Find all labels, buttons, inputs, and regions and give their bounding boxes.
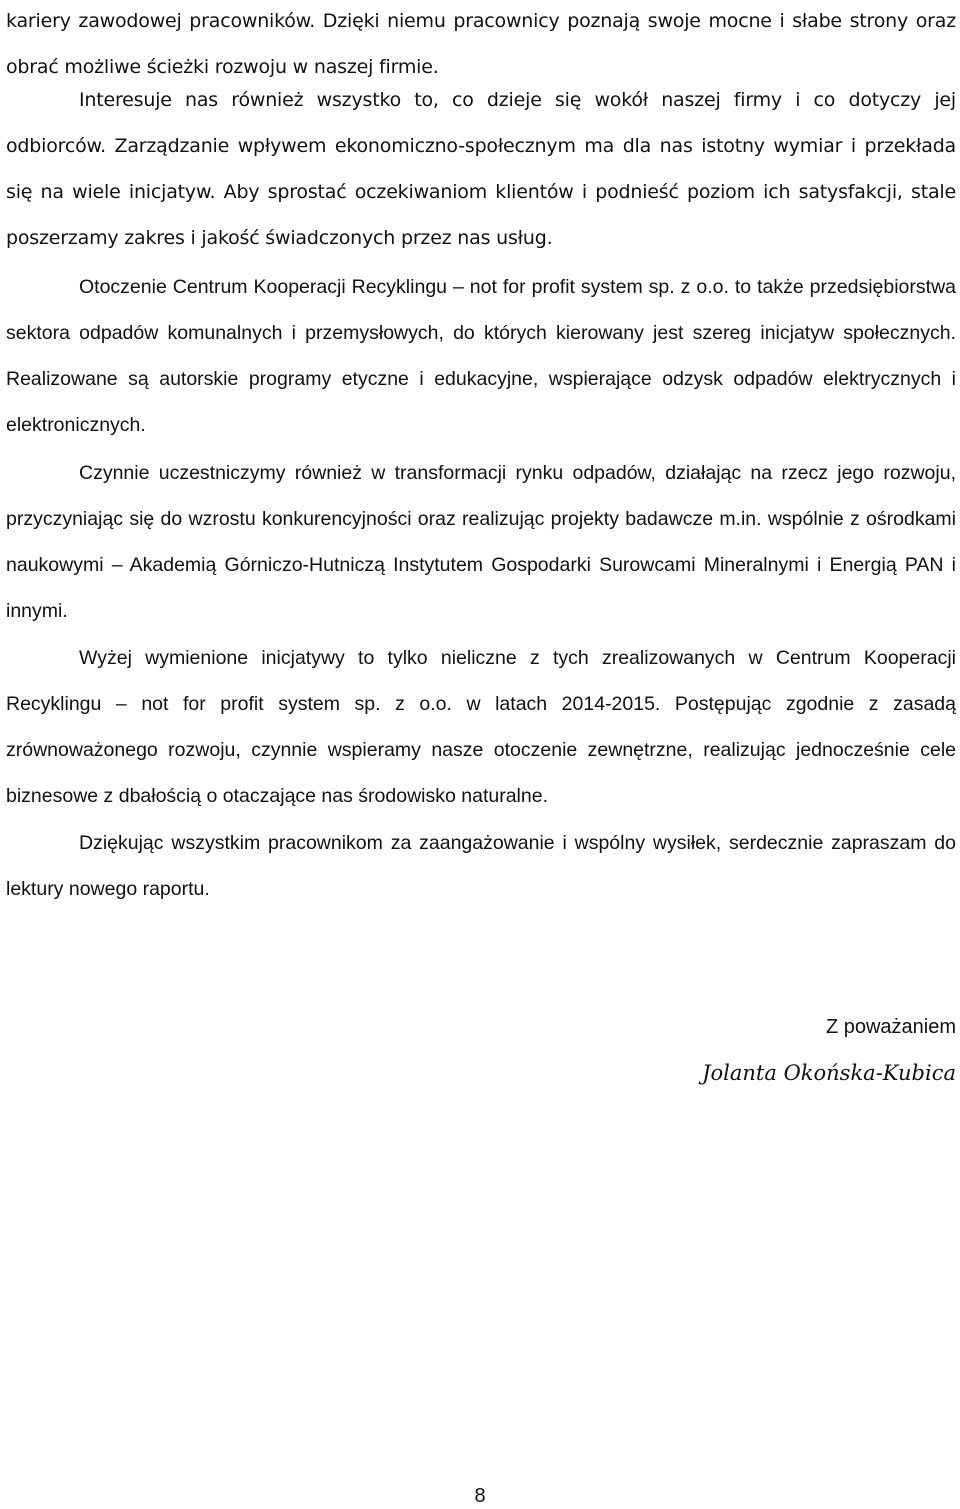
paragraph-thanks: Dziękując wszystkim pracownikom za zaangażowanie i wspólny wysiłek, serdecznie zapraszam do lektury nowego raportu.	[6, 832, 956, 900]
paragraph-environment: Otoczenie Centrum Kooperacji Recyklingu – not for profit system sp. z o.o. to także przedsiębiorstwa sektora odpadów komunalnych i przemysłowych, do których kierowany jest szereg inicjatyw społecznych. Realizowane są autorskie programy etyczne i edukacyjne, wspierające odzysk odpadów elektrycznych i elektronicznych.	[6, 276, 956, 436]
signature: Jolanta Okońska-Kubica	[702, 1061, 956, 1085]
paragraph-transformation: Czynnie uczestniczymy również w transformacji rynku odpadów, działając na rzecz jego rozwoju, przyczyniając się do wzrostu konkurencyjności oraz realizując projekty badawcze m.in. wspólnie z ośrodkami naukowymi – Akademią Górniczo-Hutniczą Instytutem Gospodarki Surowcami Mineralnymi i Energią PAN i innymi.	[6, 462, 956, 622]
closing-salutation: Z poważaniem	[825, 1016, 956, 1038]
paragraph-recipients: Interesuje nas również wszystko to, co dzieje się wokół naszej firmy i co dotyczy jej odbiorców. Zarządzanie wpływem ekonomiczno-społecznym ma dla nas istotny wymiar i przekłada się na wiele inicjatyw. Aby sprostać oczekiwaniom klientów i podnieść poziom ich satysfakcji, stale poszerzamy zakres i jakość świadczonych przez nas usług.	[6, 89, 956, 249]
paragraph-initiatives: Wyżej wymienione inicjatywy to tylko nieliczne z tych zrealizowanych w Centrum Kooperacji Recyklingu – not for profit system sp. z o.o. w latach 2014-2015. Postępując zgodnie z zasadą zrównoważonego rozwoju, czynnie wspieramy nasze otoczenie zewnętrzne, realizując jednocześnie cele biznesowe z dbałością o otaczające nas środowisko naturalne.	[6, 647, 956, 807]
page-number: 8	[474, 1485, 486, 1507]
paragraph-career: kariery zawodowej pracowników. Dzięki niemu pracownicy poznają swoje mocne i słabe strony oraz obrać możliwe ścieżki rozwoju w naszej firmie.	[6, 10, 956, 78]
